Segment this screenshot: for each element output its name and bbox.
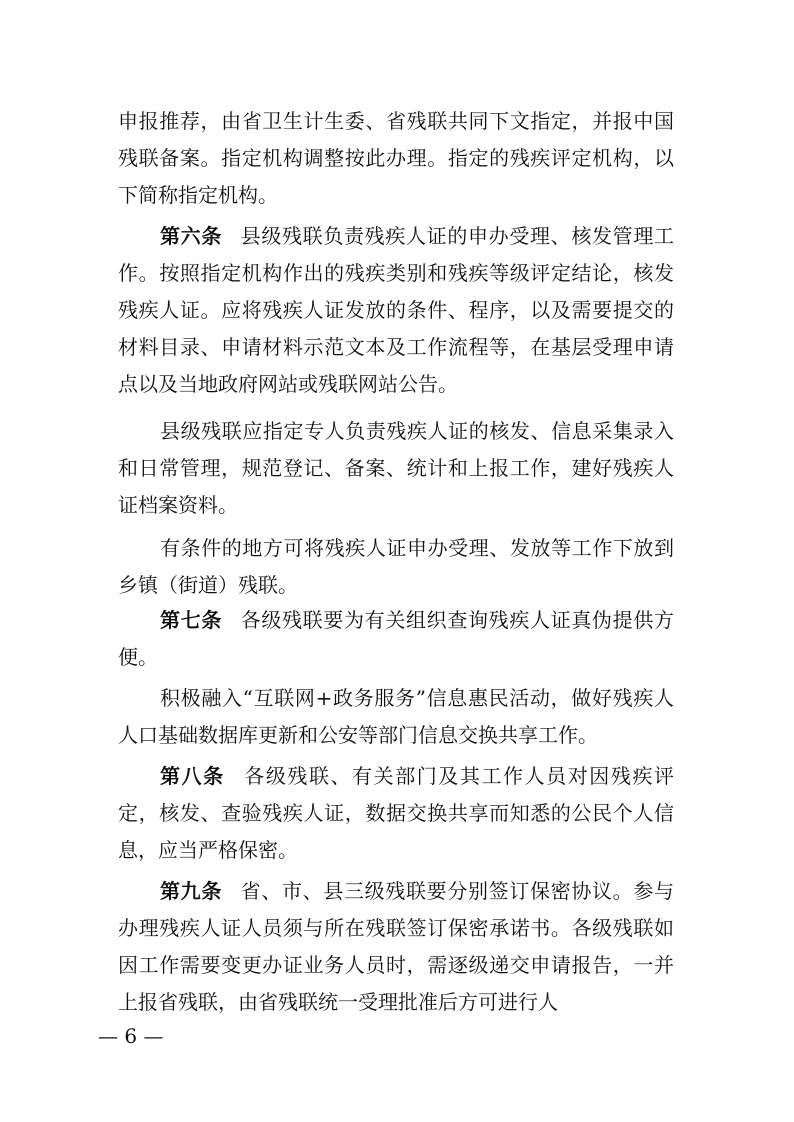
article-9-label: 第九条 xyxy=(160,879,222,903)
article-9-text: 省、市、县三级残联要分别签订保密协议。参与办理残疾人证人员须与所在残联签订保密承诺书。各级残联如因工作需要变更办证业务人员时，需逐级递交申请报告，一并上报省残联，由省残联统一受理批准后方可进行人 xyxy=(118,879,674,1014)
article-8-text: 各级残联、有关部门及其工作人员对因残疾评定，核发、查验残疾人证，数据交换共享而知悉的公民个人信息，应当严格保密。 xyxy=(118,764,675,862)
paragraph-county-staff: 县级残联应指定专人负责残疾人证的核发、信息采集录入和日常管理，规范登记、备案、统计和上报工作，建好残疾人证档案资料。 xyxy=(118,419,674,517)
article-7-text: 各级残联要为有关组织查询残疾人证真伪提供方便。 xyxy=(118,608,674,669)
article-6-text: 县级残联负责残疾人证的申办受理、核发管理工作。按照指定机构作出的残疾类别和残疾等级评定结论，核发残疾人证。应将残疾人证发放的条件、程序，以及需要提交的材料目录、申请材料示范文本及工作流程等，在基层受理申请点以及当地政府网站或残联网站公告。 xyxy=(118,224,674,396)
article-8-label: 第八条 xyxy=(160,764,225,788)
page-number: — 6 — xyxy=(98,1024,164,1048)
article-6-label: 第六条 xyxy=(160,224,222,248)
paragraph-internet-plus: 积极融入“互联网+政务服务”信息惠民活动，做好残疾人人口基础数据库更新和公安等部门信息交换共享工作。 xyxy=(118,686,674,747)
article-8 xyxy=(118,758,674,869)
article-9 xyxy=(118,873,674,1021)
paragraph-continuation: 申报推荐，由省卫生计生委、省残联共同下文指定，并报中国残联备案。指定机构调整按此办理。指定的残疾评定机构，以下简称指定机构。 xyxy=(118,109,674,207)
paragraph-township: 有条件的地方可将残疾人证申办受理、发放等工作下放到乡镇（街道）残联。 xyxy=(118,536,674,597)
article-7-label: 第七条 xyxy=(160,608,222,632)
article-7 xyxy=(118,602,674,676)
article-6 xyxy=(118,218,674,403)
